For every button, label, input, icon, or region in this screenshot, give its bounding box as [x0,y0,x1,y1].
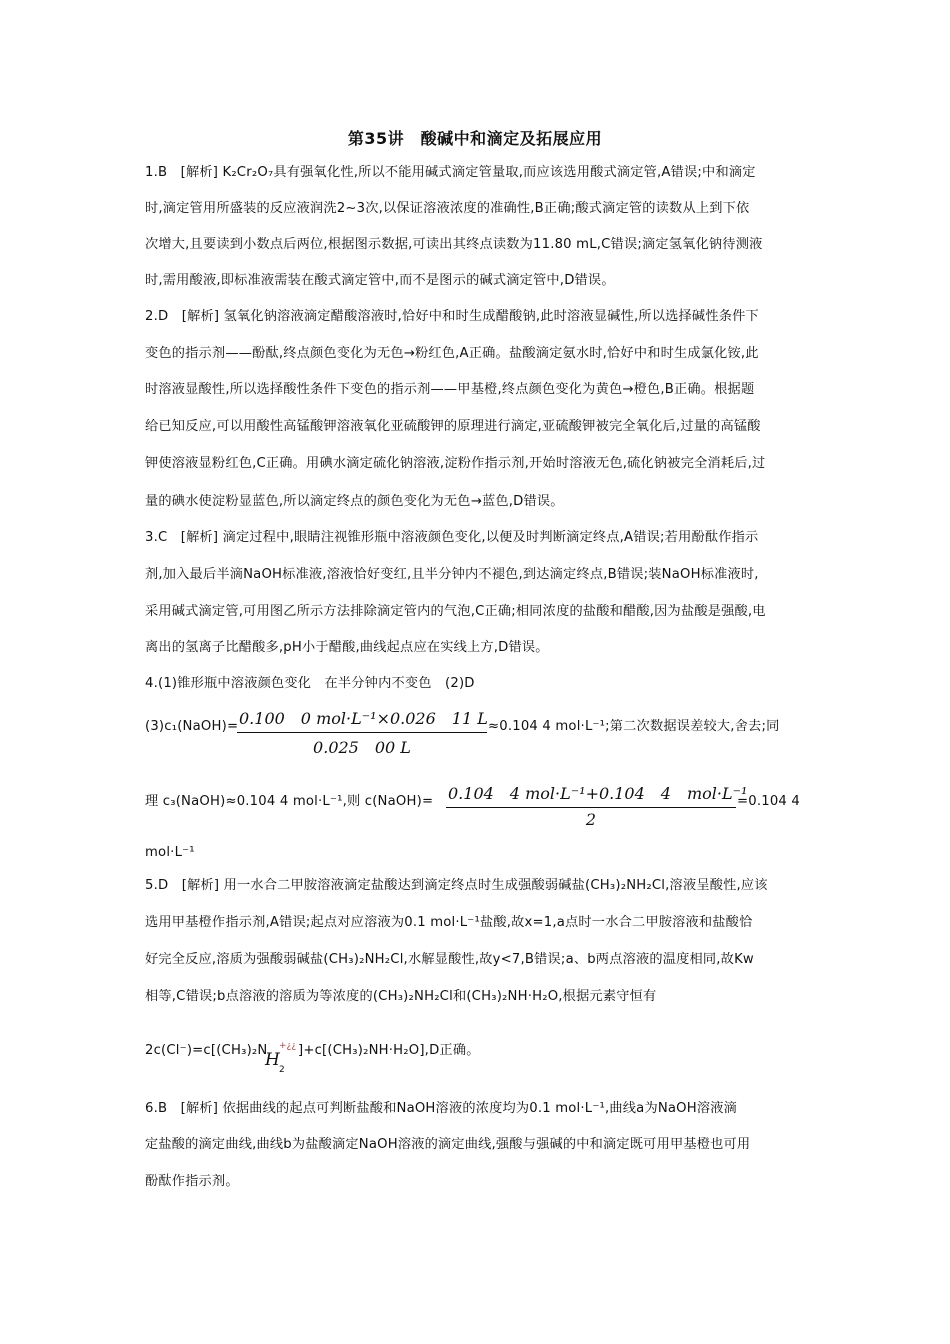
q4-eq1-numerator: 0.100 0 mol·L⁻¹×0.026 11 L [239,709,488,728]
q4-eq1-fraction [237,706,487,758]
q4-eq1-denominator: 0.025 00 L [313,738,411,757]
q2-line-5: 钾使溶液显粉红色,C正确。用碘水滴定硫化钠溶液,淀粉作指示剂,开始时溶液无色,硫化钠被完全消耗后,过 [145,456,766,471]
q4-eq2-fraction [446,781,748,829]
q4-eq2-denominator: 2 [585,810,597,829]
q1-line-2: 时,滴定管用所盛装的反应液润洗2~3次,以保证溶液浓度的准确性,B正确;酸式滴定管的读数从上到下依 [145,201,750,216]
q5-eq-left: 2c(Cl⁻)=c[(CH₃)₂N [145,1043,268,1058]
q4-unit-line: mol·L⁻¹ [145,845,195,860]
q2-line-2: 变色的指示剂——酚酞,终点颜色变化为无色→粉红色,A正确。盐酸滴定氨水时,恰好中和时生成氯化铵,此 [145,346,759,361]
q2-line-6: 量的碘水使淀粉显蓝色,所以滴定终点的颜色变化为无色→蓝色,D错误。 [145,494,564,509]
q6-line-3: 酚酞作指示剂。 [145,1174,239,1189]
q4-eq1-suffix: ≈0.104 4 mol·L⁻¹;第二次数据误差较大,舍去;同 [488,719,780,734]
q5-line-2: 选用甲基橙作指示剂,A错误;起点对应溶液为0.1 mol·L⁻¹盐酸,故x=1,a点时一水合二甲胺溶液和盐酸恰 [145,915,753,930]
q5-line-3: 好完全反应,溶质为强酸弱碱盐(CH₃)₂NH₂Cl,水解显酸性,故y<7,B错误;a、b两点溶液的温度相同,故Kw [145,952,754,967]
q4-eq2-suffix: =0.104 4 [737,794,800,809]
q6-line-1: 6.B [解析] 依据曲线的起点可判断盐酸和NaOH溶液的浓度均为0.1 mol·L⁻¹,曲线a为NaOH溶液滴 [145,1101,738,1116]
q3-line-1: 3.C [解析] 滴定过程中,眼睛注视锥形瓶中溶液颜色变化,以便及时判断滴定终点,A错误;若用酚酞作指示 [145,530,759,545]
q5-eq-ion-sup: +¿¿ [279,1041,297,1051]
q4-line-1: 4.(1)锥形瓶中溶液颜色变化 在半分钟内不变色 (2)D [145,676,475,691]
q3-line-3: 采用碱式滴定管,可用图乙所示方法排除滴定管内的气泡,C正确;相同浓度的盐酸和醋酸,因为盐酸是强酸,电 [145,604,766,619]
q5-eq-ion-h: H [265,1050,280,1070]
q6-line-2: 定盐酸的滴定曲线,曲线b为盐酸滴定NaOH溶液的滴定曲线,强酸与强碱的中和滴定既可用甲基橙也可用 [145,1137,751,1152]
q5-eq-ion-sub: 2 [279,1065,285,1075]
q3-line-2: 剂,加入最后半滴NaOH标准液,溶液恰好变红,且半分钟内不褪色,到达滴定终点,B错误;装NaOH标准液时, [145,567,759,582]
q2-line-1: 2.D [解析] 氢氧化钠溶液滴定醋酸溶液时,恰好中和时生成醋酸钠,此时溶液显碱性,所以选择碱性条件下 [145,309,759,324]
q5-eq-right: ]+c[(CH₃)₂NH·H₂O],D正确。 [298,1043,480,1058]
q5-line-1: 5.D [解析] 用一水合二甲胺溶液滴定盐酸达到滴定终点时生成强酸弱碱盐(CH₃)₂NH₂Cl,溶液呈酸性,应该 [145,878,768,893]
q4-eq2-prefix: 理 c₃(NaOH)≈0.104 4 mol·L⁻¹,则 c(NaOH)= [145,794,434,809]
q1-line-4: 时,需用酸液,即标准液需装在酸式滴定管中,而不是图示的碱式滴定管中,D错误。 [145,273,615,288]
q2-line-3: 时溶液显酸性,所以选择酸性条件下变色的指示剂——甲基橙,终点颜色变化为黄色→橙色,B正确。根据题 [145,382,755,397]
q4-eq2-numerator: 0.104 4 mol·L⁻¹+0.104 4 mol·L⁻¹ [448,784,748,803]
page-title: 第35讲 酸碱中和滴定及拓展应用 [347,129,603,148]
q3-line-4: 离出的氢离子比醋酸多,pH小于醋酸,曲线起点应在实线上方,D错误。 [145,640,549,655]
q4-eq1-prefix: (3)c₁(NaOH)= [145,719,239,734]
q2-line-4: 给已知反应,可以用酸性高锰酸钾溶液氧化亚硫酸钾的原理进行滴定,亚硫酸钾被完全氧化后,过量的高锰酸 [145,419,761,434]
q1-line-1: 1.B [解析] K₂Cr₂O₇具有强氧化性,所以不能用碱式滴定管量取,而应该选用酸式滴定管,A错误;中和滴定 [145,165,756,180]
q1-line-3: 次增大,且要读到小数点后两位,根据图示数据,可读出其终点读数为11.80 mL,C错误;滴定氢氧化钠待测液 [145,237,763,252]
q5-line-4: 相等,C错误;b点溶液的溶质为等浓度的(CH₃)₂NH₂Cl和(CH₃)₂NH·H₂O,根据元素守恒有 [145,989,657,1004]
